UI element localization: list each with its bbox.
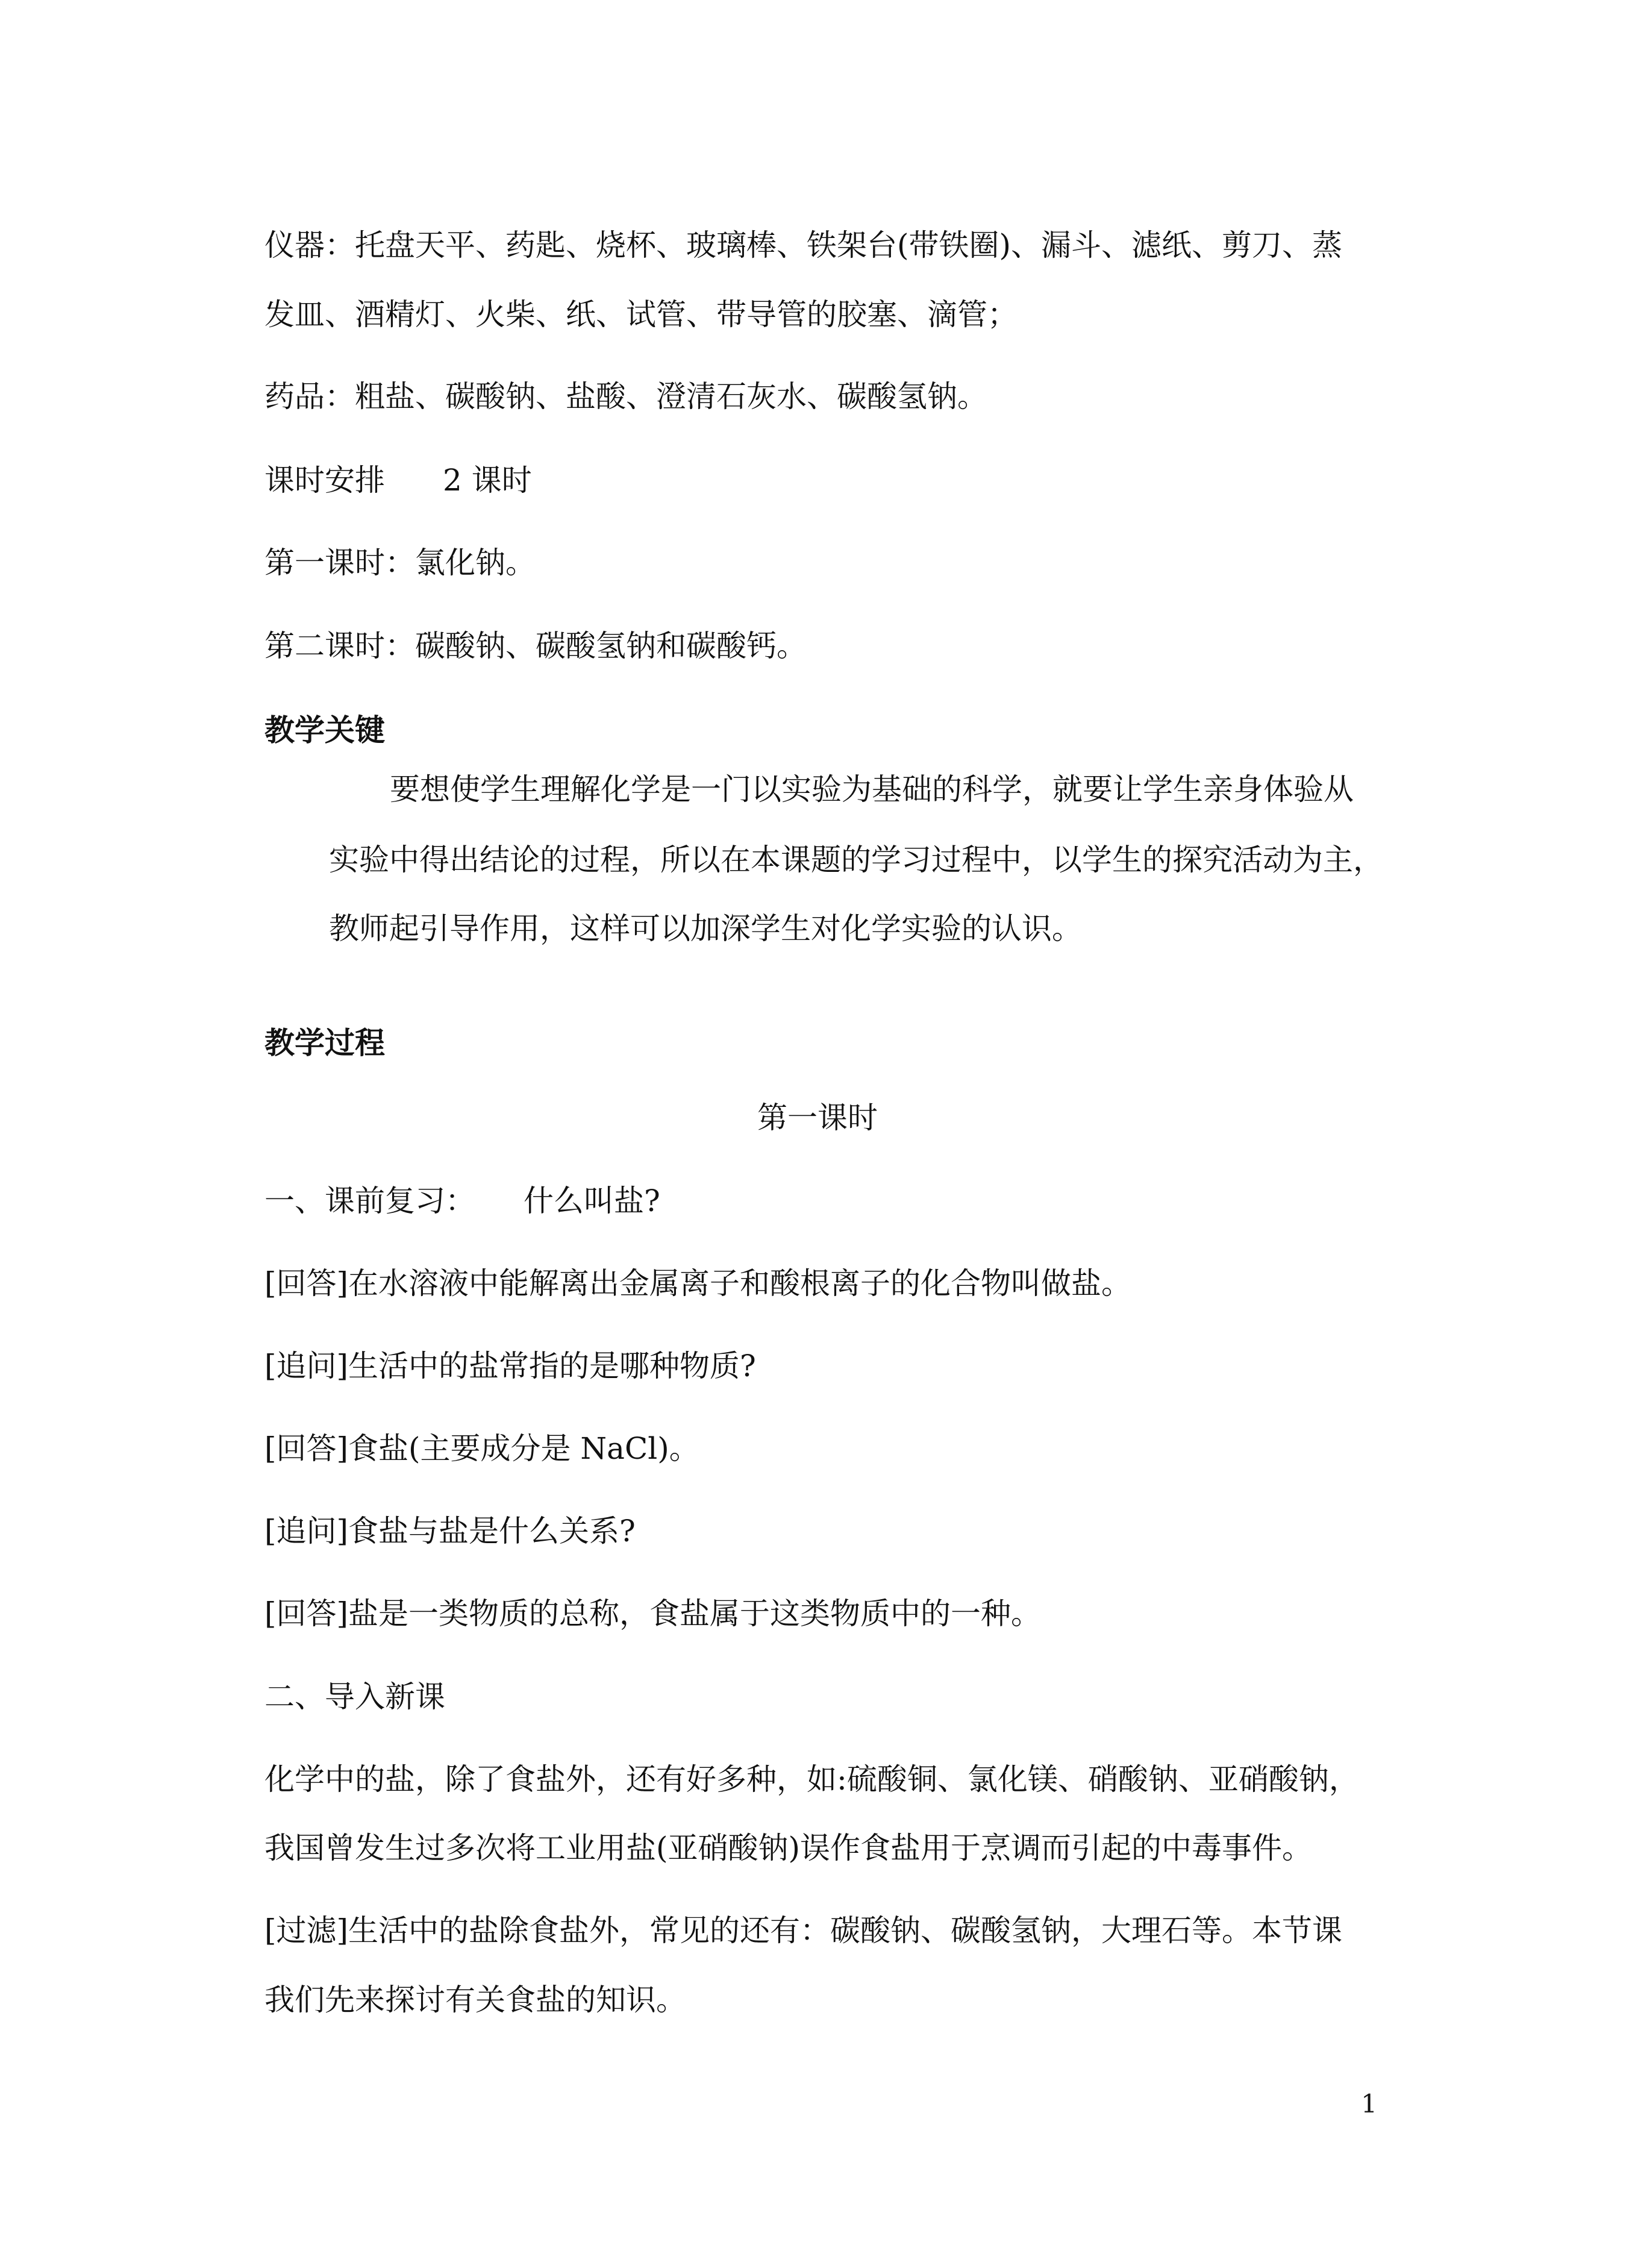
intro-line-2: 我国曾发生过多次将工业用盐(亚硝酸钠)误作食盐用于烹调而引起的中毒事件。 bbox=[264, 1831, 1313, 1865]
followup-2: [追问]食盐与盐是什么关系? bbox=[264, 1514, 636, 1549]
intro-heading: 二、导入新课 bbox=[264, 1679, 445, 1714]
process-heading: 教学过程 bbox=[264, 1026, 385, 1060]
instruments-line-2: 发皿、酒精灯、火柴、纸、试管、带导管的胶塞、滴管； bbox=[264, 297, 1018, 332]
answer-1: [回答]在水溶液中能解离出金属离子和酸根离子的化合物叫做盐。 bbox=[264, 1266, 1132, 1301]
instruments-line-1: 仪器：托盘天平、药匙、烧杯、玻璃棒、铁架台(带铁圈)、漏斗、滤纸、剪刀、蒸 bbox=[264, 228, 1343, 263]
review-question: 什么叫盐? bbox=[524, 1183, 660, 1218]
key-heading: 教学关键 bbox=[264, 713, 385, 748]
answer-2: [回答]食盐(主要成分是 NaCl)。 bbox=[264, 1431, 699, 1466]
answer-3: [回答]盐是一类物质的总称，食盐属于这类物质中的一种。 bbox=[264, 1596, 1042, 1631]
followup-1: [追问]生活中的盐常指的是哪种物质? bbox=[264, 1349, 756, 1383]
review-label: 一、课前复习： bbox=[264, 1183, 475, 1218]
schedule-line bbox=[264, 459, 532, 501]
review-line bbox=[264, 1180, 660, 1222]
reagents-line: 药品：粗盐、碳酸钠、盐酸、澄清石灰水、碳酸氢钠。 bbox=[264, 379, 987, 414]
lesson-1-line: 第一课时：氯化钠。 bbox=[264, 545, 536, 580]
intro-line-1: 化学中的盐，除了食盐外，还有好多种，如:硫酸铜、氯化镁、硝酸钠、亚硝酸钠， bbox=[264, 1762, 1359, 1797]
transition-line-1: [过滤]生活中的盐除食盐外，常见的还有：碳酸钠、碳酸氢钠，大理石等。本节课 bbox=[264, 1913, 1343, 1948]
lesson-title: 第一课时 bbox=[757, 1100, 878, 1135]
key-paragraph-line-2: 实验中得出结论的过程，所以在本课题的学习过程中，以学生的探究活动为主， bbox=[329, 842, 1383, 877]
key-paragraph-line-3: 教师起引导作用，这样可以加深学生对化学实验的认识。 bbox=[329, 911, 1082, 946]
key-paragraph-line-1: 要想使学生理解化学是一门以实验为基础的科学，就要让学生亲身体验从 bbox=[390, 772, 1354, 807]
transition-line-2: 我们先来探讨有关食盐的知识。 bbox=[264, 1982, 686, 2017]
lesson-2-line: 第二课时：碳酸钠、碳酸氢钠和碳酸钙。 bbox=[264, 628, 807, 663]
schedule-value: 2 课时 bbox=[443, 463, 532, 498]
page-number: 1 bbox=[1361, 2089, 1377, 2119]
schedule-label: 课时安排 bbox=[264, 463, 385, 498]
